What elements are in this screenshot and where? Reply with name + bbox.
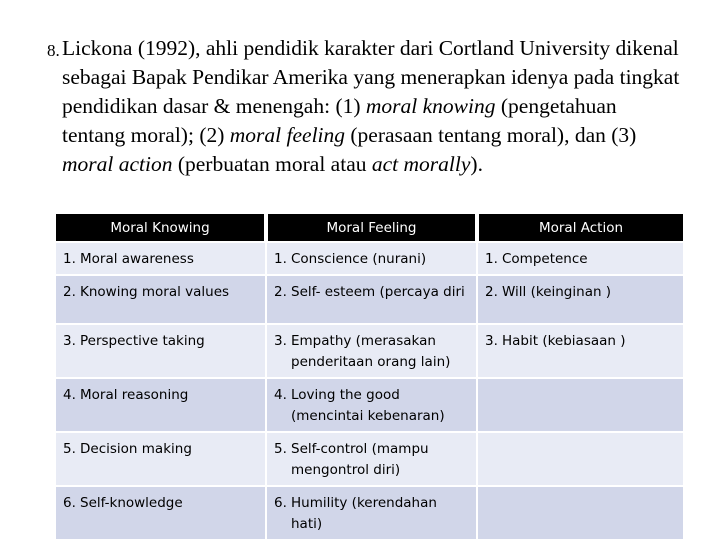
cell-action [477, 242, 683, 275]
item-number: 1. [485, 251, 498, 267]
item-label: Habit (kebiasaan ) [502, 333, 626, 349]
term-moral-feeling: moral feeling [229, 123, 346, 147]
cell-knowing [56, 486, 266, 539]
item-number: 5. [274, 441, 287, 457]
item-label: Knowing moral values [80, 284, 230, 300]
item-label: Humility (kerendahan hati) [291, 495, 437, 532]
cell-content [274, 249, 469, 270]
cell-content [63, 493, 258, 514]
table-row [56, 378, 683, 432]
item-label: Loving the good (mencintai kebenaran) [291, 387, 445, 424]
item-number: 4. [63, 387, 76, 403]
intro-text-part: (perbuatan moral atau [172, 152, 372, 176]
header-moral-knowing: Moral Knowing [56, 214, 266, 242]
item-label: Self-control (mampu mengontrol diri) [291, 441, 429, 478]
cell-feeling [266, 324, 477, 378]
intro-text-part: ). [470, 152, 483, 176]
cell-content [485, 249, 676, 270]
term-moral-action: moral action [62, 152, 173, 176]
item-number: 2. [63, 284, 76, 300]
item-number: 4. [274, 387, 287, 403]
cell-content [274, 331, 469, 373]
item-number: 3. [274, 333, 287, 349]
table-row [56, 275, 683, 324]
item-label: Conscience (nurani) [291, 251, 427, 267]
header-moral-action: Moral Action [477, 214, 683, 242]
cell-content [485, 282, 676, 303]
item-label: Self-knowledge [80, 495, 183, 511]
cell-content [63, 385, 258, 406]
item-label: Moral awareness [80, 251, 194, 267]
cell-action [477, 275, 683, 324]
item-number: 1. [274, 251, 287, 267]
term-moral-knowing: moral knowing [365, 94, 496, 118]
intro-paragraph [36, 34, 684, 179]
item-label: Perspective taking [80, 333, 205, 349]
item-number: 5. [63, 441, 76, 457]
cell-feeling [266, 378, 477, 432]
header-moral-feeling: Moral Feeling [266, 214, 477, 242]
cell-action [477, 378, 683, 432]
cell-action [477, 432, 683, 486]
cell-content [63, 282, 258, 303]
cell-knowing [56, 275, 266, 324]
cell-feeling [266, 432, 477, 486]
cell-content [274, 385, 469, 427]
cell-content [274, 493, 469, 535]
table-row [56, 324, 683, 378]
item-number: 1. [63, 251, 76, 267]
moral-components-table [56, 214, 683, 539]
table-row [56, 432, 683, 486]
intro-text [62, 34, 684, 179]
cell-knowing [56, 242, 266, 275]
cell-feeling [266, 275, 477, 324]
item-label: Will (keinginan ) [502, 284, 612, 300]
cell-knowing [56, 324, 266, 378]
term-act-morally: act morally [371, 152, 471, 176]
item-label: Competence [502, 251, 588, 267]
cell-action [477, 486, 683, 539]
item-number: 6. [63, 495, 76, 511]
cell-content [274, 282, 469, 303]
cell-knowing [56, 432, 266, 486]
item-label: Decision making [80, 441, 192, 457]
cell-feeling [266, 242, 477, 275]
table-header-row [56, 214, 683, 242]
cell-content [274, 439, 469, 481]
cell-feeling [266, 486, 477, 539]
item-number: 3. [485, 333, 498, 349]
intro-text-part: (perasaan tentang moral), dan (3) [345, 123, 637, 147]
table-row [56, 242, 683, 275]
item-label: Self- esteem (percaya diri [291, 284, 465, 300]
cell-action [477, 324, 683, 378]
cell-content [63, 249, 258, 270]
cell-content [485, 331, 676, 352]
table-row [56, 486, 683, 539]
item-label: Empathy (merasakan penderitaan orang lain) [291, 333, 451, 370]
cell-knowing [56, 378, 266, 432]
item-number: 2. [274, 284, 287, 300]
item-number: 6. [274, 495, 287, 511]
item-label: Moral reasoning [80, 387, 189, 403]
cell-content [63, 331, 258, 352]
intro-text-part: Lickona (1992), ahli pendidik karakter dari Cortland University dikenal sebagai Bapak Pendikar Amerika yang menerapkan idenya pada tingkat pendidikan dasar & menengah: (1) [62, 36, 680, 118]
item-number: 2. [485, 284, 498, 300]
item-number: 8. [47, 41, 60, 60]
cell-content [63, 439, 258, 460]
intro-text-part: (pengetahuan tentang moral); (2) [62, 94, 617, 147]
item-number: 3. [63, 333, 76, 349]
